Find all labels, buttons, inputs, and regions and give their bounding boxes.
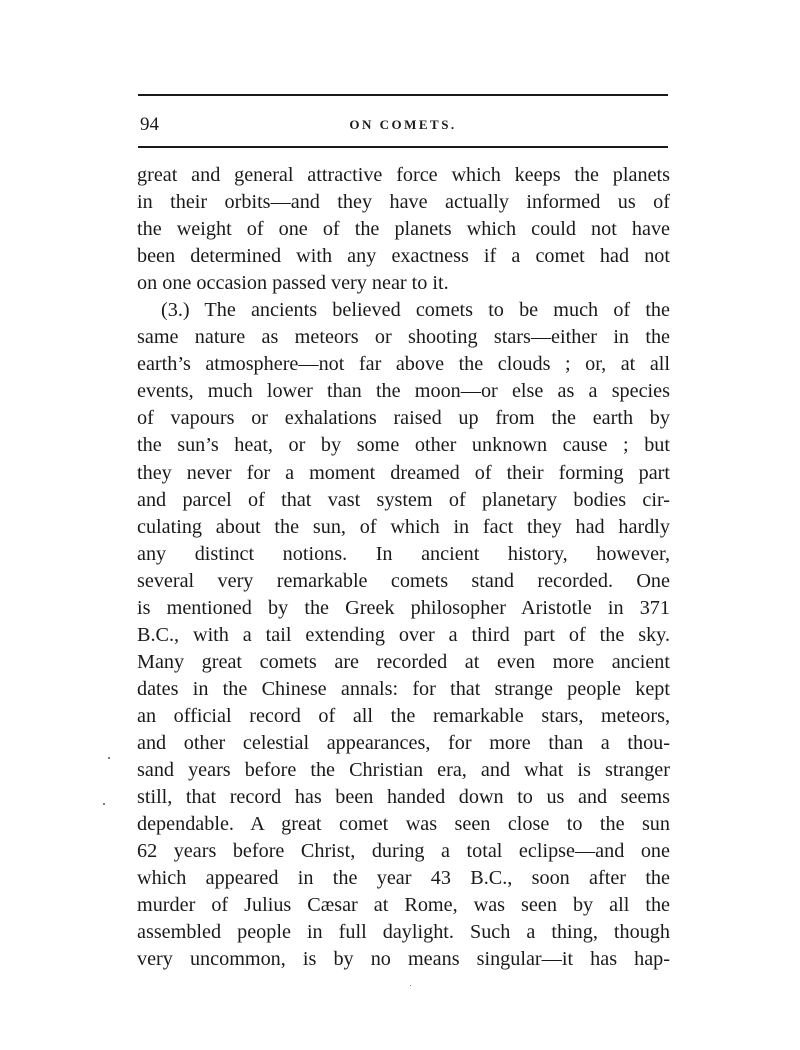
text-line: the sun’s heat, or by some other unknown cause ; but <box>137 434 670 457</box>
text-line: which appeared in the year 43 B.C., soon after the <box>137 867 670 890</box>
text-line: 62 years before Christ, during a total eclipse—and one <box>137 840 670 863</box>
text-line: dates in the Chinese annals: for that strange people kept <box>137 677 670 700</box>
page-number: 94 <box>140 114 159 135</box>
text-line: any distinct notions. In ancient history, however, <box>137 542 670 565</box>
header-rule-top <box>138 94 668 96</box>
text-line: on one occasion passed very near to it. <box>137 272 449 295</box>
text-line: been determined with any exactness if a comet had not <box>137 245 670 268</box>
text-line: in their orbits—and they have actually informed us of <box>137 191 670 214</box>
text-line: (3.) The ancients believed comets to be much of the <box>161 299 670 322</box>
text-line: sand years before the Christian era, and what is stranger <box>137 759 670 782</box>
text-line: Many great comets are recorded at even more ancient <box>137 650 670 673</box>
body-text <box>137 162 670 973</box>
text-line: an official record of all the remarkable stars, meteors, <box>137 704 670 727</box>
text-line: the weight of one of the planets which could not have <box>137 218 670 241</box>
text-line: and other celestial appearances, for more than a thou- <box>137 731 670 754</box>
text-line: earth’s atmosphere—not far above the clouds ; or, at all <box>137 353 670 376</box>
text-line: same nature as meteors or shooting stars—either in the <box>137 326 670 349</box>
scan-speck <box>108 757 110 759</box>
header-rule-bottom <box>138 146 668 148</box>
text-line: assembled people in full daylight. Such a thing, though <box>137 921 670 944</box>
text-line: dependable. A great comet was seen close to the sun <box>137 813 670 836</box>
text-line: B.C., with a tail extending over a third part of the sky. <box>137 623 670 646</box>
text-line: and parcel of that vast system of planetary bodies cir- <box>137 488 670 511</box>
scan-speck <box>103 803 105 805</box>
running-head <box>138 112 668 138</box>
running-title: ON COMETS. <box>349 117 457 132</box>
text-line: is mentioned by the Greek philosopher Aristotle in 371 <box>137 596 670 619</box>
text-line: events, much lower than the moon—or else as a species <box>137 380 670 403</box>
text-line: very uncommon, is by no means singular—it has hap- <box>137 948 670 971</box>
text-line: still, that record has been handed down to us and seems <box>137 786 670 809</box>
text-line: murder of Julius Cæsar at Rome, was seen by all the <box>137 894 670 917</box>
text-line: several very remarkable comets stand recorded. One <box>137 569 670 592</box>
text-line: great and general attractive force which keeps the planets <box>137 164 670 186</box>
scan-speck <box>410 985 411 986</box>
text-line: culating about the sun, of which in fact they had hardly <box>137 515 670 538</box>
text-line: of vapours or exhalations raised up from the earth by <box>137 407 670 430</box>
text-line: they never for a moment dreamed of their forming part <box>137 461 670 484</box>
